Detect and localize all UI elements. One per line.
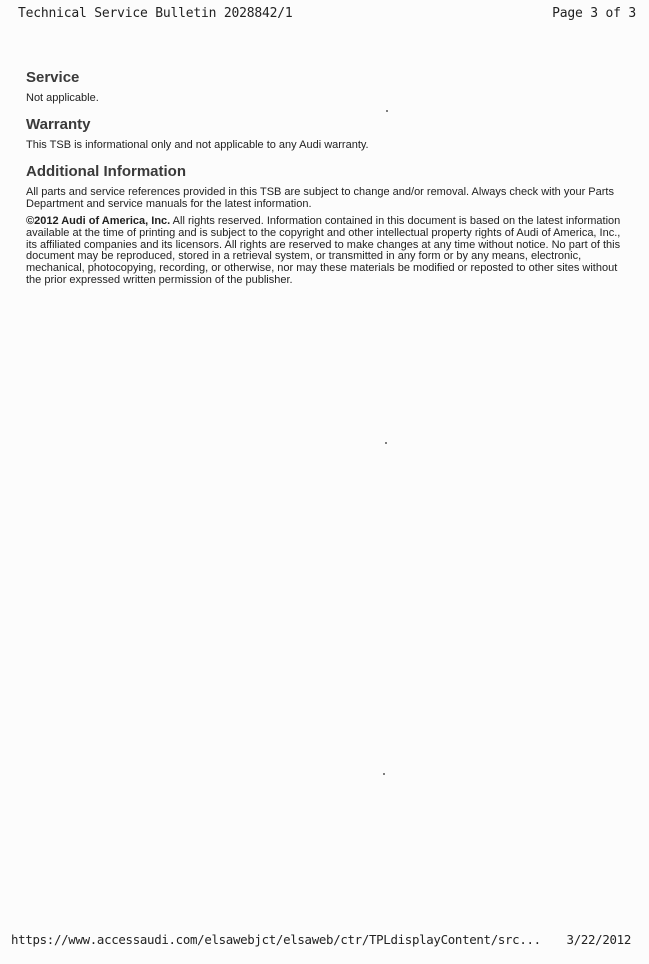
print-date: 3/22/2012 [566,932,631,947]
copyright-holder: ©2012 Audi of America, Inc. [26,215,171,227]
service-section [26,69,630,104]
service-text: Not applicable. [26,92,99,104]
scan-speck [383,773,385,775]
service-heading: Service [26,69,80,86]
page-indicator: Page 3 of 3 [552,6,636,21]
bulletin-title: Technical Service Bulletin 2028842/1 [18,6,293,21]
scan-speck [386,110,388,112]
additional-information-heading: Additional Information [26,163,186,180]
bulletin-content [26,69,630,287]
additional-information-text: All parts and service references provided in this TSB are subject to change and/or removal. Always check with your Parts Department and service manuals for the latest information. [26,186,614,210]
scan-speck [385,442,387,444]
warranty-heading: Warranty [26,116,91,133]
warranty-text: This TSB is informational only and not applicable to any Audi warranty. [26,139,369,151]
source-url: https://www.accessaudi.com/elsawebjct/elsaweb/ctr/TPLdisplayContent/src... [11,932,541,947]
warranty-section [26,116,630,151]
additional-information-section [26,163,630,210]
copyright-notice [26,216,630,287]
copyright-text: All rights reserved. Information contained in this document is based on the latest information available at the time of printing and is subject to the copyright and other intellectual property rights of Audi of America, Inc., its affiliated companies and its licensors. All rights are reserved to make changes at any time without notice. No part of this document may be reproduced, stored in a retrieval system, or transmitted in any form or by any means, electronic, mechanical, photocopying, recording, or otherwise, nor may these materials be modified or reposted to other sites without the prior expressed written permission of the publisher. [26,215,621,286]
